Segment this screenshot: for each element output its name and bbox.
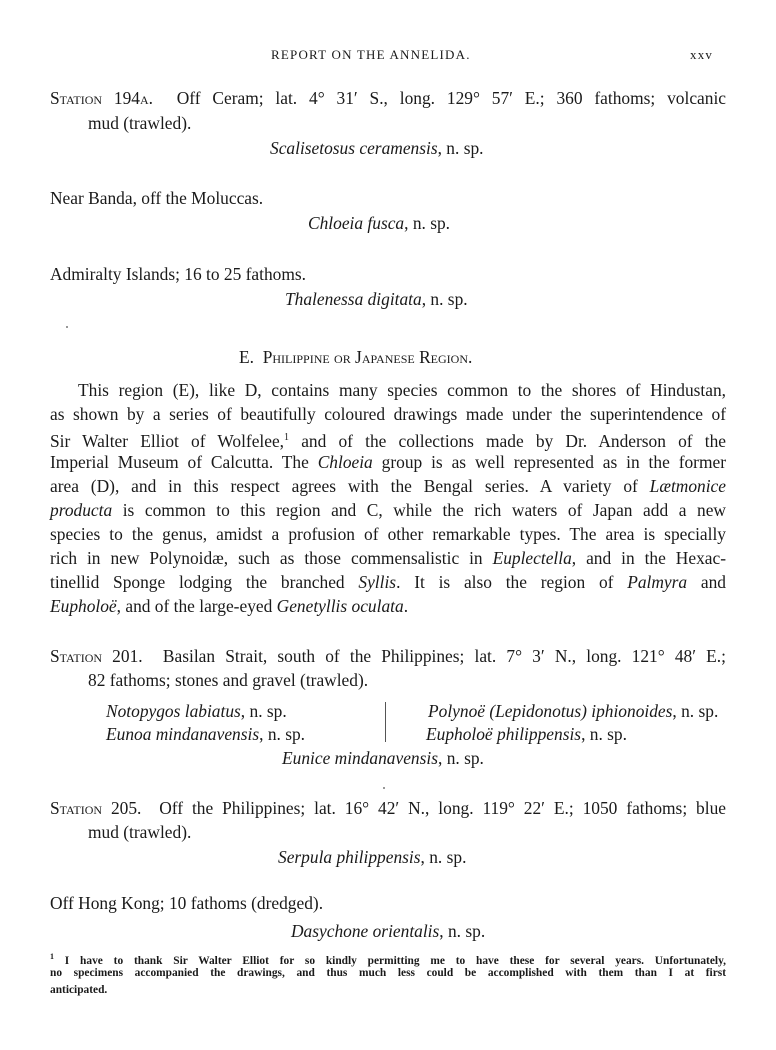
station-205-line2: mud (trawled). [88,822,192,842]
paragraph-line: Imperial Museum of Calcutta. The Chloeia group is as well represented as in the former [50,452,727,472]
station-201-line1: Station 201. Basilan Strait, south of the Philippines; lat. 7° 3′ N., long. 121° 48′ E.; [50,646,726,666]
paragraph-line: Sir Walter Elliot of Wolfelee,$^1$ and of the collections made by Dr. Anderson of the [50,430,726,451]
print-speck [383,787,385,789]
station-label: Station 205. [50,798,142,818]
footnote-line: no specimens accompanied the drawings, and thus much less could be accomplished with them than I at first [50,967,726,979]
station-201-line2: 82 fathoms; stones and gravel (trawled). [88,670,369,690]
locality-line: Near Banda, off the Moluccas. [50,188,264,208]
species-entry: Scalisetosus ceramensis, n. sp. [270,138,484,158]
footnote-reference: 1 [284,432,290,443]
column-divider [385,702,386,742]
species-entry: Eunoa mindanavensis, n. sp. [106,724,306,744]
station-205-line1: Station 205. Off the Philippines; lat. 16° 42′ N., long. 119° 22′ E.; 1050 fathoms; blue [50,798,726,818]
print-speck [66,326,68,328]
footnote-mark: 1 [50,952,54,961]
paragraph-line: species to the genus, amidst a profusion of other remarkable types. The area is specially [50,524,726,544]
paragraph-line: as shown by a series of beautifully coloured drawings made under the superintendence of [50,404,726,424]
station-194a-line1: Station 194a. Off Ceram; lat. 4° 31′ S., long. 129° 57′ E.; 360 fathoms; volcanic [50,88,727,108]
paragraph-line: Eupholoë, and of the large-eyed Genetyllis oculata. [50,596,409,616]
locality-line: Admiralty Islands; 16 to 25 fathoms. [50,264,307,284]
paragraph-line: tinellid Sponge lodging the branched Syllis. It is also the region of Palmyra and [50,572,726,592]
section-heading: E. Philippine or Japanese Region. [239,347,473,367]
species-entry: Notopygos labiatus, n. sp. [106,701,287,721]
species-entry: Polynoë (Lepidonotus) iphionoides, n. sp. [428,701,719,721]
species-entry: Serpula philippensis, n. sp. [278,847,467,867]
running-header-title: REPORT ON THE ANNELIDA. [271,47,471,62]
species-entry: Dasychone orientalis, n. sp. [291,921,486,941]
paragraph-line: This region (E), like D, contains many species common to the shores of Hindustan, [78,380,726,400]
station-label: Station 194a. [50,88,153,108]
locality-line: Off Hong Kong; 10 fathoms (dredged). [50,893,324,913]
footnote-line: anticipated. [50,984,108,996]
station-label: Station 201. [50,646,143,666]
species-entry: Eunice mindanavensis, n. sp. [282,748,484,768]
species-entry: Thalenessa digitata, n. sp. [285,289,468,309]
paragraph-line: producta is common to this region and C, while the rich waters of Japan add a new [50,500,726,520]
paragraph-line: rich in new Polynoidæ, such as those commensalistic in Euplectella, and in the Hexac- [50,548,726,568]
footnote-line: $^1$ I have to thank Sir Walter Elliot for so kindly permitting me to have these for several years. Unfortunately, [50,952,726,967]
species-entry: Eupholoë philippensis, n. sp. [426,724,627,744]
paragraph-line: area (D), and in this respect agrees with the Bengal series. A variety of Lætmonice [50,476,726,496]
station-194a-line2: mud (trawled). [88,113,192,133]
page-number: xxv [690,47,714,62]
species-entry: Chloeia fusca, n. sp. [308,213,451,233]
